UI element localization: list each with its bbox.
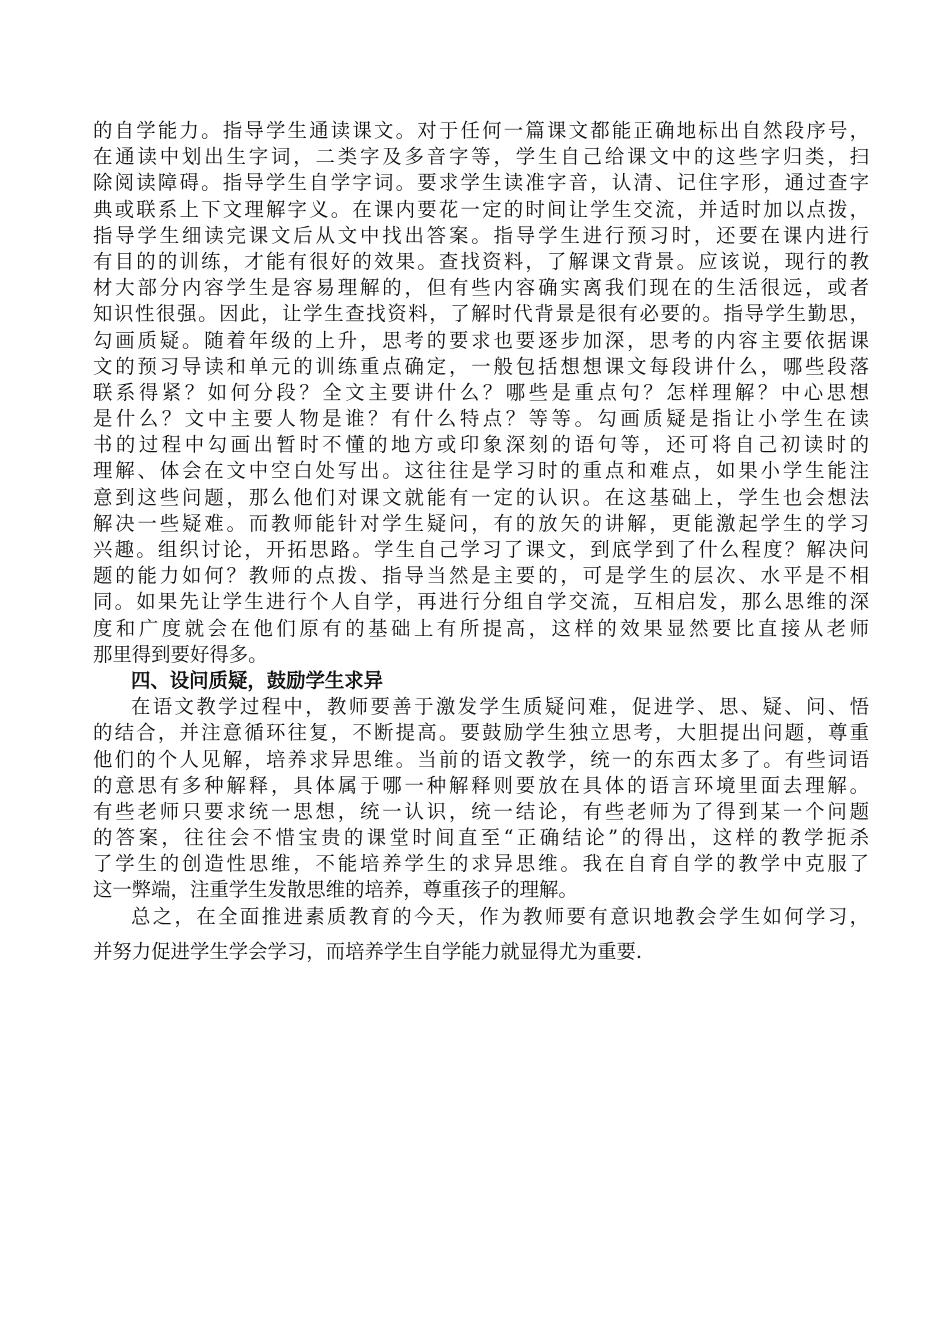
text-line: 书的过程中勾画出暂时不懂的地方或印象深刻的语句等，还可将自己初读时的 (93, 433, 869, 457)
text-line: 典或联系上下文理解字义。在课内要花一定的时间让学生交流，并适时加以点拨， (93, 197, 869, 221)
text-line: 的意思有多种解释，具体属于哪一种解释则要放在具体的语言环境里面去理解。 (93, 773, 869, 797)
text-line: 并努力促进学生学会学习，而培养学生自学能力就显得尤为重要. (93, 939, 643, 963)
text-line: 兴趣。组织讨论，开拓思路。学生自己学习了课文，到底学到了什么程度？解决问 (93, 538, 869, 561)
text-line: 在语文教学过程中，教师要善于激发学生质疑问难，促进学、思、疑、问、悟 (131, 695, 869, 719)
text-line: 意到这些问题，那么他们对课文就能有一定的认识。在这基础上，学生也会想法 (93, 485, 869, 509)
text-line: 指导学生细读完课文后从文中找出答案。指导学生进行预习时，还要在课内进行 (93, 223, 869, 247)
text-line: 度和广度就会在他们原有的基础上有所提高，这样的效果显然要比直接从老师 (93, 616, 869, 640)
text-line: 文的预习导读和单元的训练重点确定，一般包括想想课文每段讲什么，哪些段落 (93, 354, 869, 378)
text-line: 同。如果先让学生进行个人自学，再进行分组自学交流，互相启发，那么思维的深 (93, 590, 869, 614)
paragraph-self-study (93, 118, 869, 668)
paragraph-questioning (93, 694, 869, 904)
text-line: 除阅读障碍。指导学生自学字词。要求学生读准字音，认清、记住字形，通过查字 (93, 171, 869, 195)
text-line: 他们的个人见解，培养求异思维。当前的语文教学，统一的东西太多了。有些词语 (93, 747, 869, 771)
text-line: 知识性很强。因此，让学生查找资料，了解时代背景是很有必要的。指导学生勤思， (93, 302, 869, 326)
text-line: 题的能力如何？教师的点拨、指导当然是主要的，可是学生的层次、水平是不相 (93, 564, 869, 588)
text-line: 是什么？文中主要人物是谁？有什么特点？等等。勾画质疑是指让小学生在读 (93, 407, 869, 431)
text-line: 有些老师只要求统一思想，统一认识，统一结论，有些老师为了得到某一个问题 (93, 799, 869, 823)
text-line: 那里得到要好得多。 (93, 642, 268, 666)
text-line: 的答案，往往会不惜宝贵的课堂时间直至“正确结论”的得出，这样的教学扼杀 (93, 826, 869, 850)
text-line: 这一弊端，注重学生发散思维的培养，尊重孩子的理解。 (93, 878, 578, 902)
text-line: 材大部分内容学生是容易理解的，但有些内容确实离我们现在的生活很远，或者 (93, 276, 869, 300)
document-body (93, 118, 869, 965)
text-line: 解决一些疑难。而教师能针对学生疑问，有的放矢的讲解，更能激起学生的学习 (93, 511, 869, 535)
text-line: 的结合，并注意循环往复，不断提高。要鼓励学生独立思考，大胆提出问题，尊重 (93, 721, 869, 745)
text-line: 勾画质疑。随着年级的上升，思考的要求也要逐步加深，思考的内容主要依据课 (93, 328, 869, 352)
section-heading: 四、设问质疑，鼓励学生求异 (131, 668, 384, 692)
text-line: 了学生的创造性思维，不能培养学生的求异思维。我在自育自学的教学中克服了 (93, 852, 869, 876)
text-line: 总之，在全面推进素质教育的今天，作为教师要有意识地教会学生如何学习， (131, 904, 869, 928)
text-line: 联系得紧？如何分段？全文主要讲什么？哪些是重点句？怎样理解？中心思想 (93, 380, 869, 404)
text-line: 在通读中划出生字词，二类字及多音字等，学生自己给课文中的这些字归类，扫 (93, 145, 869, 169)
text-line: 有目的的训练，才能有很好的效果。查找资料，了解课文背景。应该说，现行的教 (93, 249, 869, 273)
text-line: 的自学能力。指导学生通读课文。对于任何一篇课文都能正确地标出自然段序号， (93, 119, 869, 142)
text-line: 理解、体会在文中空白处写出。这往往是学习时的重点和难点，如果小学生能注 (93, 459, 869, 483)
paragraph-conclusion (93, 904, 869, 965)
